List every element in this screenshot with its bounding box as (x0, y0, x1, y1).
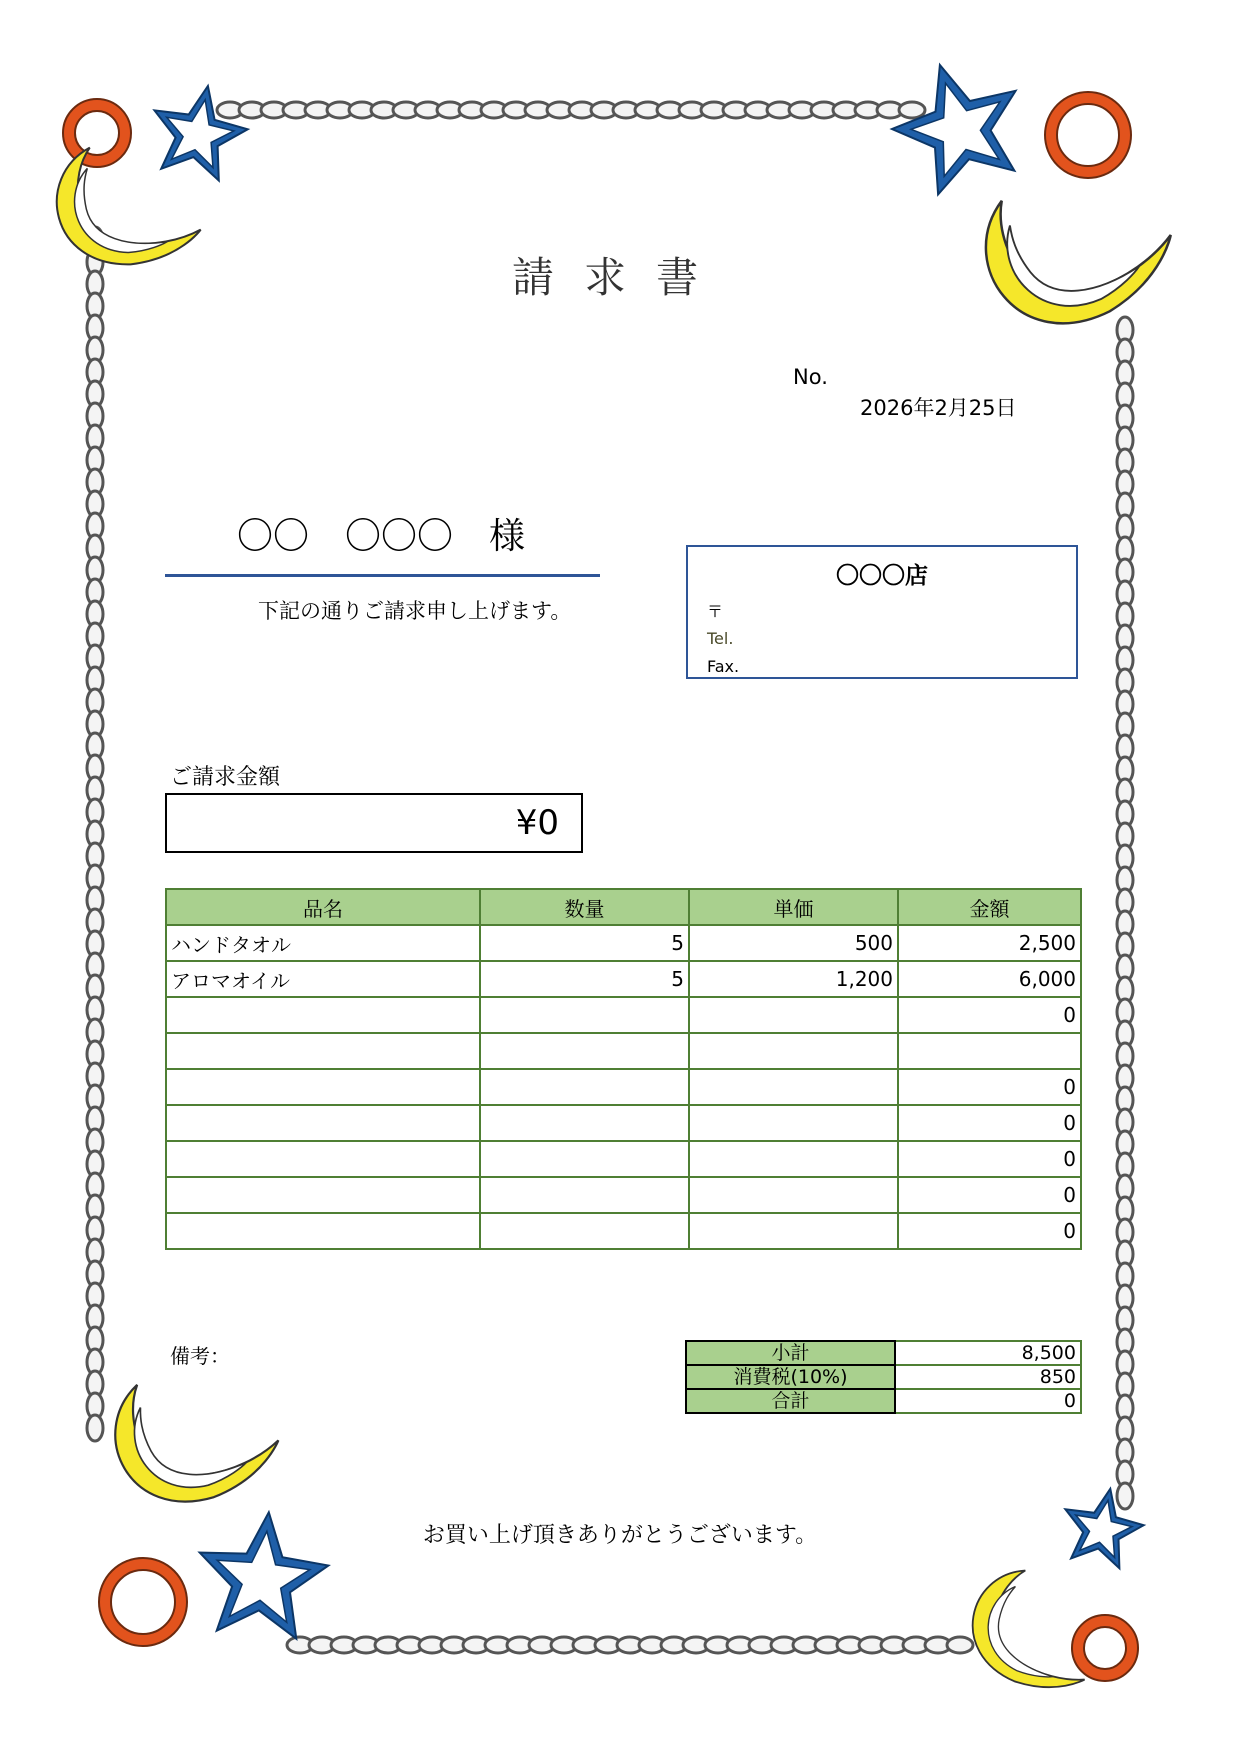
header-unit-price: 単価 (689, 889, 898, 925)
store-fax: Fax. (707, 657, 740, 676)
chain-link (947, 1637, 973, 1653)
cell-amount: 0 (898, 1213, 1081, 1249)
cell-amount: 0 (898, 1141, 1081, 1177)
table-row (166, 1033, 1081, 1069)
cell-quantity (480, 1069, 689, 1105)
thanks-message: お買い上げ頂きありがとうございます。 (422, 1523, 818, 1548)
cell-item-name (166, 1141, 480, 1177)
header-quantity: 数量 (480, 889, 689, 925)
table-row (166, 1105, 1081, 1141)
store-postal: 〒 (707, 602, 724, 621)
star-moon-ring-ornaments (48, 65, 1187, 1699)
star-icon (892, 65, 1016, 194)
amount-label: ご請求金額 (170, 765, 281, 790)
cell-quantity (480, 1213, 689, 1249)
table-row (166, 961, 1081, 997)
table-row (166, 925, 1081, 961)
cell-unit-price (689, 1069, 898, 1105)
cell-unit-price: 1,200 (689, 961, 898, 997)
cell-unit-price (689, 1033, 898, 1069)
subtotal-value: 8,500 (895, 1341, 1081, 1365)
cell-amount: 2,500 (898, 925, 1081, 961)
cell-quantity (480, 1177, 689, 1213)
cell-item-name (166, 1069, 480, 1105)
chain-border (87, 102, 1133, 1653)
cell-unit-price: 500 (689, 925, 898, 961)
total-value: 0 (895, 1389, 1081, 1413)
cell-item-name (166, 997, 480, 1033)
cell-quantity: 5 (480, 961, 689, 997)
invoice-number-label: No. (793, 365, 828, 389)
recipient-underline (165, 574, 600, 577)
cell-item-name (166, 1177, 480, 1213)
cell-unit-price (689, 1177, 898, 1213)
star-icon (155, 86, 248, 181)
invoice-title: 請求書 (511, 253, 728, 302)
cell-unit-price (689, 1105, 898, 1141)
subtotal-row (686, 1341, 1081, 1365)
cell-amount (898, 1033, 1081, 1069)
header-amount: 金額 (898, 889, 1081, 925)
total-label: 合計 (686, 1389, 895, 1413)
store-name: 〇〇〇店 (836, 563, 928, 589)
chain-link (899, 102, 925, 118)
table-row (166, 1213, 1081, 1249)
cell-amount: 6,000 (898, 961, 1081, 997)
ring-icon (69, 105, 125, 161)
subtotal-label: 小計 (686, 1341, 895, 1365)
cell-quantity (480, 1141, 689, 1177)
table-row (166, 1177, 1081, 1213)
cell-amount: 0 (898, 1177, 1081, 1213)
cell-amount: 0 (898, 1105, 1081, 1141)
cell-item-name: ハンドタオル (166, 925, 480, 961)
header-item-name: 品名 (166, 889, 480, 925)
totals-table (685, 1340, 1082, 1414)
recipient-name: 〇〇 〇〇〇 様 (236, 516, 525, 557)
cell-quantity (480, 997, 689, 1033)
cell-quantity (480, 1033, 689, 1069)
invoice-date: 2026年2月25日 (860, 396, 1017, 420)
cell-amount: 0 (898, 997, 1081, 1033)
table-row (166, 1141, 1081, 1177)
chain-link (1117, 1483, 1133, 1509)
tax-row (686, 1365, 1081, 1389)
table-row (166, 1069, 1081, 1105)
table-row (166, 997, 1081, 1033)
cell-unit-price (689, 1213, 898, 1249)
tax-value: 850 (895, 1365, 1081, 1389)
intro-text: 下記の通りご請求申し上げます。 (258, 599, 572, 623)
remarks-label: 備考： (170, 1344, 230, 1368)
total-row (686, 1389, 1081, 1413)
ring-icon (1051, 98, 1125, 172)
cell-item-name: アロマオイル (166, 961, 480, 997)
store-tel: Tel. (707, 629, 734, 648)
cell-item-name (166, 1033, 480, 1069)
store-info-box (686, 545, 1078, 679)
ring-icon (1078, 1621, 1132, 1675)
cell-unit-price (689, 1141, 898, 1177)
items-header-row (166, 889, 1081, 925)
cell-quantity: 5 (480, 925, 689, 961)
amount-value: ¥0 (165, 793, 583, 853)
cell-item-name (166, 1213, 480, 1249)
tax-label: 消費税(10%) (686, 1365, 895, 1389)
chain-link (87, 1415, 103, 1441)
items-table (165, 888, 1082, 1250)
cell-unit-price (689, 997, 898, 1033)
cell-quantity (480, 1105, 689, 1141)
cell-item-name (166, 1105, 480, 1141)
ring-icon (105, 1564, 181, 1640)
cell-amount: 0 (898, 1069, 1081, 1105)
